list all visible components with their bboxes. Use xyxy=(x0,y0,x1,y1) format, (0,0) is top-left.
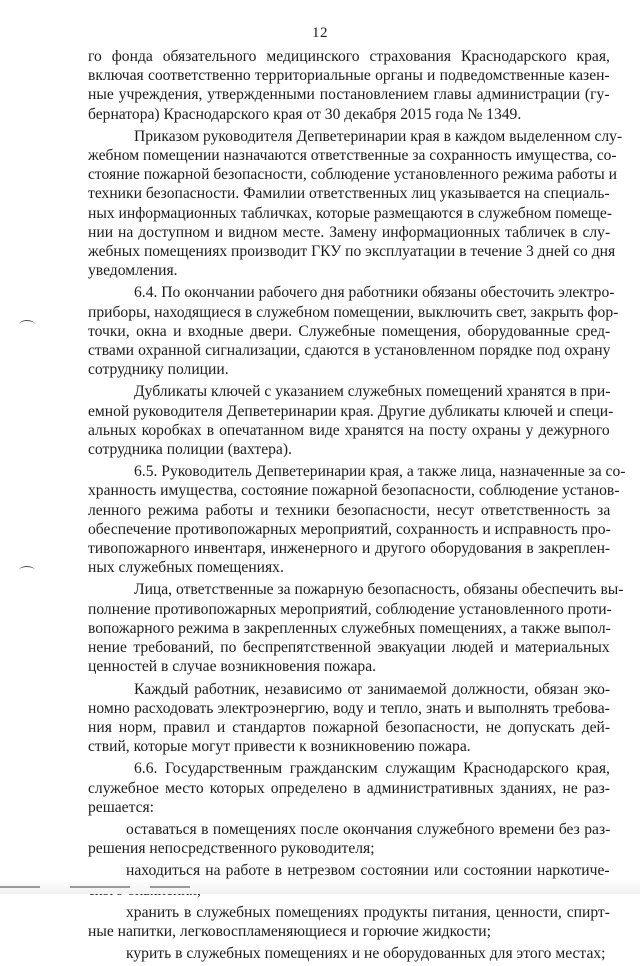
text-line: уведомления. xyxy=(88,262,178,280)
text-line: бернатора) Краснодарского края от 30 декабря 2015 года № 1349. xyxy=(88,105,522,123)
paragraph xyxy=(88,382,614,459)
text-line: Каждый работник, независимо от занимаемой должности, обязан эко- xyxy=(134,680,611,698)
text-line: хранность имущества, состояние пожарной безопасности, соблюдение установ- xyxy=(88,482,620,500)
text-line: жебном помещении назначаются ответственные за сохранность имущества, со- xyxy=(88,147,617,165)
text-line: сотрудника полиции (вахтера). xyxy=(88,441,292,459)
text-line: хранить в служебных помещениях продукты питания, ценности, спирт- xyxy=(126,903,610,921)
text-line: решения непосредственного руководителя; xyxy=(88,840,375,858)
text-line: служебное место которых определено в административных зданиях, не раз- xyxy=(88,779,611,797)
text-line: ленного режима работы и техники безопасности, несут ответственность за xyxy=(88,501,611,519)
text-line: Дубликаты ключей с указанием служебных помещений хранятся в при- xyxy=(134,383,611,401)
text-line: включая соответственно территориальные органы и подведомственные казен- xyxy=(88,67,610,85)
punch-hole-mark-bottom xyxy=(19,566,35,575)
text-line: емной руководителя Депветеринарии края. Другие дубликаты ключей и специ- xyxy=(88,402,614,420)
page-number: 12 xyxy=(312,25,328,41)
paragraph xyxy=(88,127,623,281)
text-line: стояние пожарной безопасности, соблюдение установленного режима работы и xyxy=(88,166,617,184)
paragraph xyxy=(88,759,610,817)
text-line: ных служебных помещениях. xyxy=(88,559,284,577)
paragraph xyxy=(88,580,624,676)
text-line: Лица, ответственные за пожарную безопасность, обязаны обеспечить вы- xyxy=(134,581,624,599)
paragraph xyxy=(88,680,610,757)
paragraph xyxy=(88,903,610,941)
text-line: находиться на работе в нетрезвом состоянии или состоянии наркотиче- xyxy=(126,862,610,880)
text-line: оставаться в помещениях после окончания служебного времени без раз- xyxy=(126,820,611,838)
text-line: ных информационных табличках, которые размещаются в служебном помеще- xyxy=(88,204,613,222)
text-line: 6.5. Руководитель Депветеринарии края, а также лица, назначенные за со- xyxy=(134,463,626,481)
text-line: го фонда обязательного медицинского страхования Краснодарского края, xyxy=(88,48,610,65)
paragraph xyxy=(88,820,610,858)
text-line: решается: xyxy=(88,798,154,816)
text-line: жебных помещениях производит ГКУ по эксплуатации в течение 3 дней со дня xyxy=(88,243,616,261)
text-line: нии на доступном и видном месте. Замену информационных табличек в слу- xyxy=(88,223,611,241)
text-line: вопожарного режима в закрепленных служебных помещениях, а также выпол- xyxy=(88,619,611,637)
text-line: тивопожарного инвентаря, инженерного и другого оборудования в закреплен- xyxy=(88,540,611,558)
text-line: ния норм, правил и стандартов пожарной безопасности, не допускать дей- xyxy=(88,718,611,736)
text-line: техники безопасности. Фамилии ответственных лиц указывается на специаль- xyxy=(88,185,610,203)
text-line: нение требований, по беспрепятственной эвакуации людей и материальных xyxy=(88,639,610,657)
text-line: Приказом руководителя Депветеринарии края в каждом выделенном слу- xyxy=(134,127,623,145)
paragraph xyxy=(88,283,619,379)
text-line: ные напитки, легковоспламеняющиеся и горючие жидкости; xyxy=(88,922,491,940)
document-body xyxy=(88,47,626,966)
text-line: сотруднику полиции. xyxy=(88,361,229,379)
scan-bottom-edge xyxy=(0,880,640,894)
text-line: 6.4. По окончании рабочего дня работники обязаны обесточить электро- xyxy=(134,284,615,302)
punch-hole-mark-top xyxy=(19,320,35,329)
text-line: приборы, находящиеся в служебном помещении, выключить свет, закрыть фор- xyxy=(88,303,619,321)
text-line: ствами охранной сигнализации, сдаются в установленном порядке под охрану xyxy=(88,342,611,360)
text-line: полнение противопожарных мероприятий, соблюдение установленного проти- xyxy=(88,600,612,618)
text-line: ствий, которые могут привести к возникновению пожара. xyxy=(88,738,471,756)
text-line: точки, окна и входные двери. Служебные помещения, оборудованные сред- xyxy=(88,322,611,340)
text-line: 6.6. Государственным гражданским служащим Краснодарского края, xyxy=(134,760,610,778)
text-line: номно расходовать электроэнергию, воду и тепло, знать и выполнять требова- xyxy=(88,699,610,717)
text-line: ценностей в случае возникновения пожара. xyxy=(88,658,377,676)
text-line: обеспечение противопожарных мероприятий, сохранность и исправность про- xyxy=(88,520,611,538)
text-line: курить в служебных помещениях и не оборудованных для этого местах; xyxy=(126,945,606,963)
paragraph xyxy=(88,462,626,577)
paragraph xyxy=(88,944,610,963)
text-line: альных коробках в опечатанном виде хранятся на посту охраны у дежурного xyxy=(88,421,610,439)
paragraph xyxy=(88,47,610,124)
text-line: ные учреждения, утвержденными постановлением главы администрации (гу- xyxy=(88,86,610,104)
